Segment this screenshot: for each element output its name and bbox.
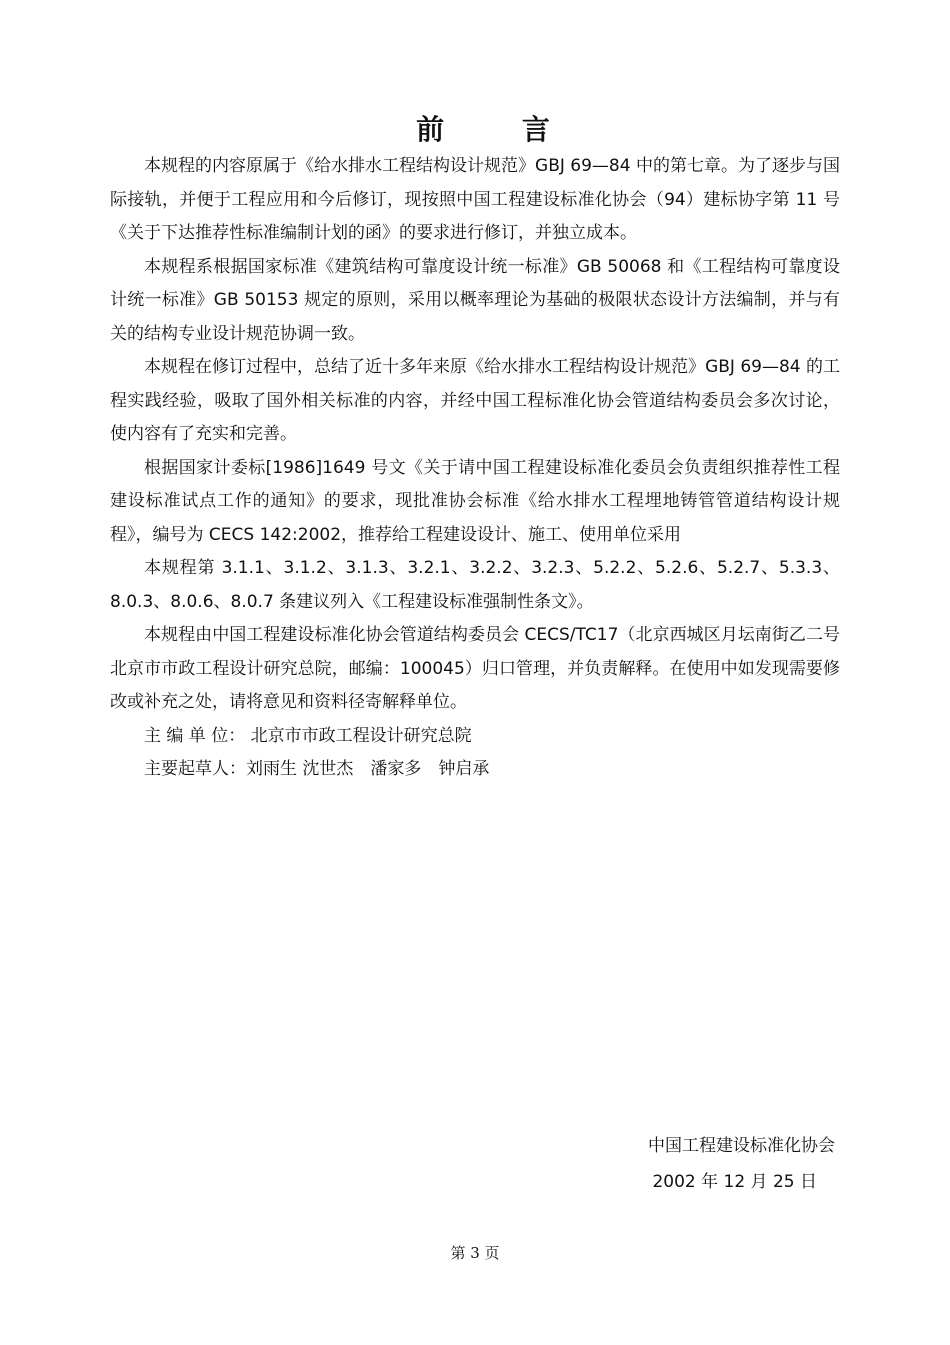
signature-block: [648, 1128, 835, 1200]
paragraph-mandatory-clauses: 本规程第 3.1.1、3.1.2、3.1.3、3.2.1、3.2.2、3.2.3、5.2.2、5.2.6、5.2.7、5.3.3、8.0.3、8.0.6、8.0.7 条建议列入《工程建设标准强制性条文》。: [110, 558, 840, 612]
preface-body: [110, 150, 857, 787]
paragraph-origin: 本规程的内容原属于《给水排水工程结构设计规范》GBJ 69—84 中的第七章。为了逐步与国际接轨，并便于工程应用和今后修订，现按照中国工程建设标准化协会（94）建标协字第 11 号《关于下达推荐性标准编制计划的函》的要求进行修订，并独立成本。: [110, 156, 840, 243]
paragraph-approval: 根据国家计委标[1986]1649 号文《关于请中国工程建设标准化委员会负责组织推荐性工程建设标准试点工作的通知》的要求，现批准协会标准《给水排水工程埋地铸管管道结构设计规程》，编号为 CECS 142:2002，推荐给工程建设设计、施工、使用单位采用: [110, 457, 840, 545]
paragraph-basis: 本规程系根据国家标准《建筑结构可靠度设计统一标准》GB 50068 和《工程结构可靠度设计统一标准》GB 50153 规定的原则，采用以概率理论为基础的极限状态设计方法编制，并与有关的结构专业设计规范协调一致。: [110, 256, 840, 344]
signature-organization: 中国工程建设标准化协会: [648, 1136, 835, 1156]
page-title: 前 言: [416, 113, 584, 146]
paragraph-administration: 本规程由中国工程建设标准化协会管道结构委员会 CECS/TC17（北京西城区月坛南街乙二号 北京市市政工程设计研究总院，邮编：100045）归口管理，并负责解释。在使用中如发现需要修改或补充之处，请将意见和资料径寄解释单位。: [110, 625, 857, 712]
chief-editor-unit: 主 编 单 位： 北京市市政工程设计研究总院: [144, 725, 472, 746]
signature-date: 2002 年 12 月 25 日: [652, 1172, 817, 1192]
page-number: 第 3 页: [450, 1244, 500, 1262]
paragraph-revision: 本规程在修订过程中，总结了近十多年来原《给水排水工程结构设计规范》GBJ 69—84 的工程实践经验，吸取了国外相关标准的内容，并经中国工程标准化协会管道结构委员会多次讨论，使内容有了充实和完善。: [110, 357, 840, 444]
main-drafters: 主要起草人：刘雨生 沈世杰 潘家多 钟启承: [144, 759, 490, 779]
